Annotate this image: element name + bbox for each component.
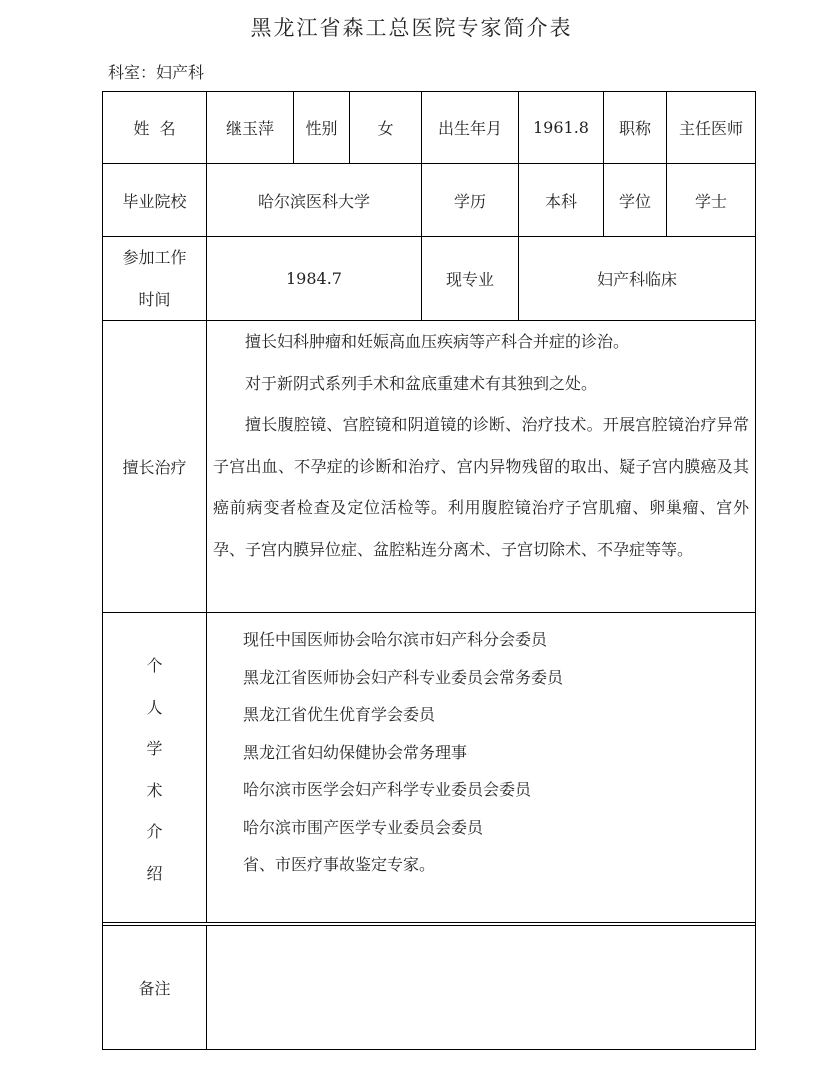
work-start-label-line1: 参加工作	[122, 247, 187, 267]
work-start-label-line2: 时间	[138, 289, 171, 309]
department-value: 妇产科	[156, 63, 205, 82]
specialty-label: 现专业	[445, 270, 494, 289]
education-label: 学历	[453, 191, 486, 211]
academic-label-char: 个	[146, 656, 163, 675]
title-value: 主任医师	[678, 119, 743, 138]
academic-label-char: 术	[146, 780, 163, 800]
row-divider	[102, 922, 756, 923]
title-label: 职称	[618, 119, 651, 138]
degree-label: 学位	[618, 191, 651, 211]
academic-item: 黑龙江省优生优育学会委员	[243, 705, 436, 724]
academic-label-char: 绍	[146, 863, 163, 883]
remarks-value	[207, 926, 755, 1049]
degree-value: 学士	[694, 191, 727, 211]
expertise-paragraph: 擅长妇科肿瘤和妊娠高血压疾病等产科合并症的诊治。	[245, 332, 630, 351]
school-label: 毕业院校	[122, 191, 187, 211]
expertise-paragraph: 擅长腹腔镜、宫腔镜和阴道镜的诊断、治疗技术。开展宫腔镜治疗异常子宫出血、不孕症的诊断和治疗、宫内异物残留的取出、疑子宫内膜癌及其癌前病变者检查及定位活检等。利用腹腔镜治疗子宫肌瘤、卵巢瘤、宫外孕、子宫内膜异位症、盆腔粘连分离术、子宫切除术、不孕症等等。	[213, 415, 749, 559]
academic-item: 哈尔滨市医学会妇产科学专业委员会委员	[243, 780, 532, 799]
academic-list	[243, 621, 743, 884]
work-start-value: 1984.7	[286, 269, 342, 288]
academic-label-char: 介	[146, 822, 163, 841]
education-value: 本科	[544, 191, 577, 211]
expertise-content	[213, 321, 749, 571]
academic-item: 哈尔滨市围产医学专业委员会委员	[243, 817, 484, 837]
academic-item: 省、市医疗事故鉴定专家。	[243, 855, 436, 874]
specialty-value: 妇产科临床	[596, 270, 677, 289]
name-value: 继玉萍	[225, 119, 274, 138]
gender-value: 女	[377, 119, 394, 138]
academic-label-char: 学	[146, 739, 163, 758]
expertise-label: 擅长治疗	[122, 458, 187, 477]
remarks-label: 备注	[138, 979, 171, 998]
gender-label: 性别	[305, 119, 338, 138]
table-border-bottom	[102, 1049, 756, 1050]
academic-item: 现任中国医师协会哈尔滨市妇产科分会委员	[243, 630, 548, 649]
row-divider	[102, 612, 756, 613]
birth-label: 出生年月	[437, 119, 502, 138]
department-label: 科室：	[108, 63, 157, 82]
name-label: 姓 名	[133, 119, 176, 138]
birth-value: 1961.8	[533, 118, 589, 137]
form-title: 黑龙江省森工总医院专家简介表	[250, 16, 573, 40]
table-border-right	[755, 91, 756, 1050]
school-value: 哈尔滨医科大学	[257, 191, 370, 211]
academic-label-char: 人	[146, 697, 163, 717]
academic-label	[103, 645, 206, 894]
expertise-paragraph: 对于新阴式系列手术和盆底重建术有其独到之处。	[245, 373, 598, 393]
academic-item: 黑龙江省妇幼保健协会常务理事	[243, 742, 468, 762]
work-start-label	[103, 237, 206, 320]
academic-item: 黑龙江省医师协会妇产科专业委员会常务委员	[243, 667, 564, 687]
